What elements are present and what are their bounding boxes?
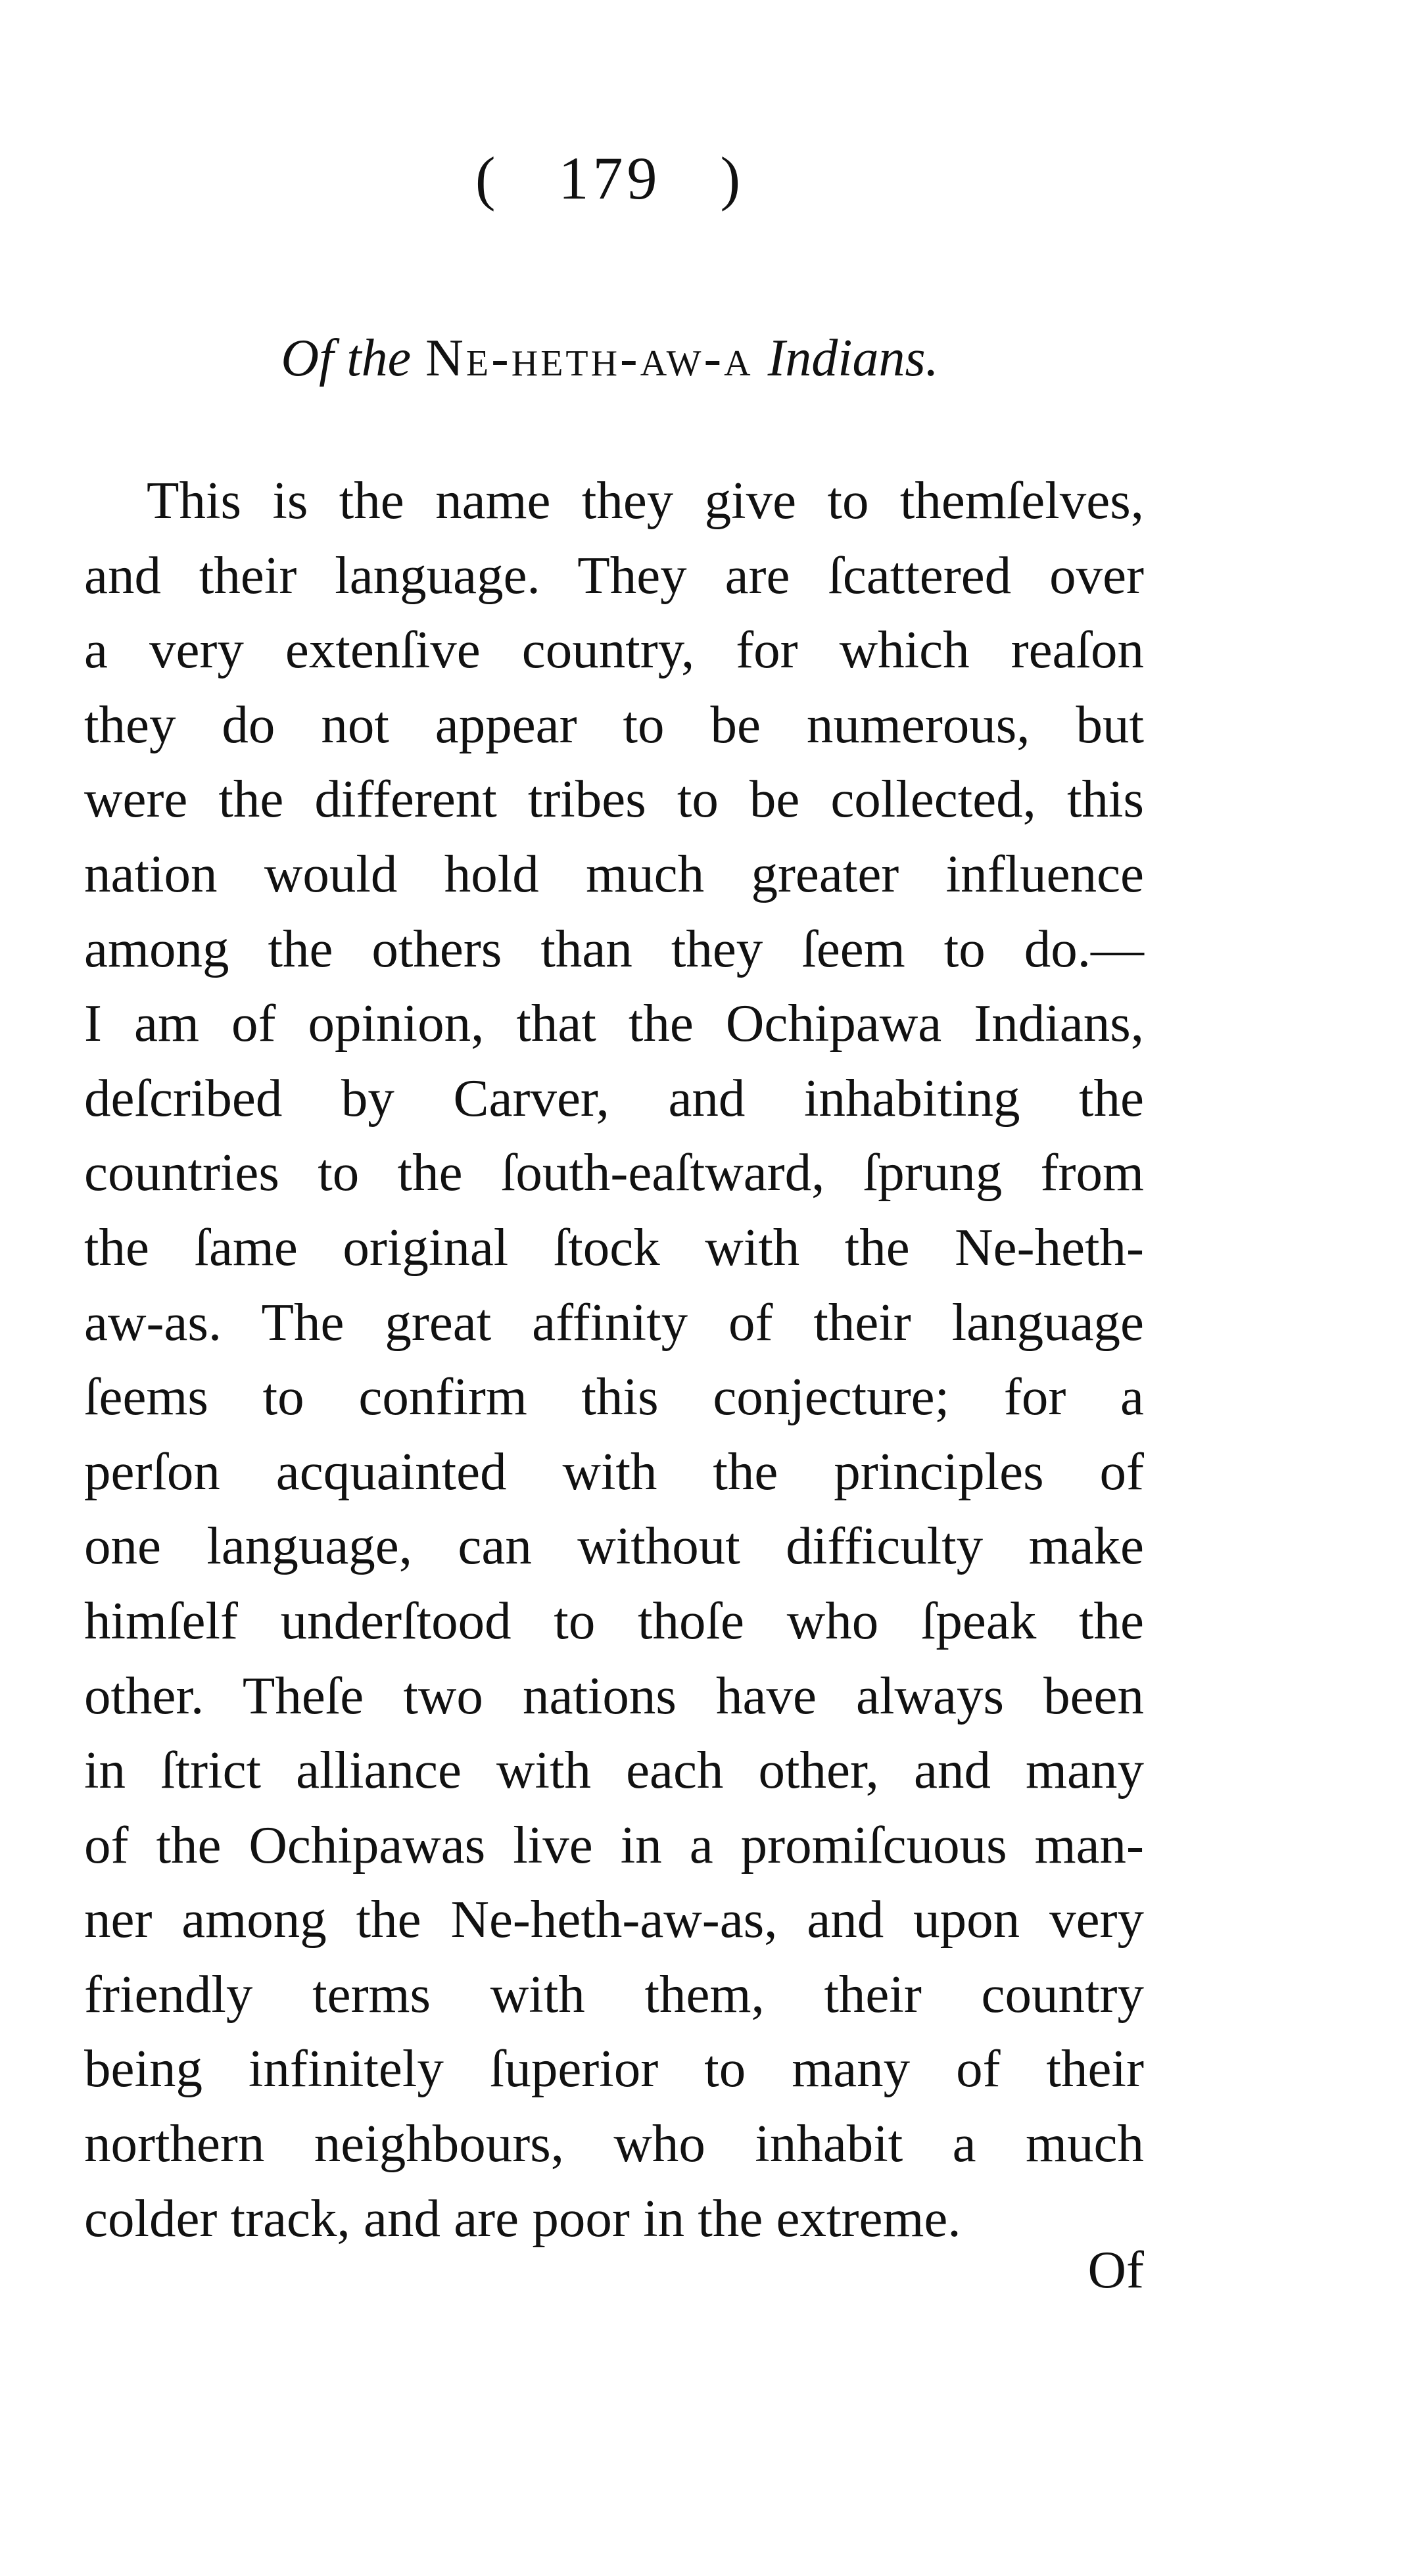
text-line: the ſame original ſtock with the Ne-heth- xyxy=(84,1217,1144,1277)
page-number-open-paren: ( xyxy=(475,145,500,212)
text-line: nation would hold much greater influence xyxy=(84,844,1144,903)
text-line: I am of opinion, that the Ochipawa Indians, xyxy=(84,993,1144,1053)
heading-suffix: Indians. xyxy=(767,329,939,387)
text-line: other. Theſe two nations have always been xyxy=(84,1665,1144,1725)
text-line: of the Ochipawas live in a promiſcuous man- xyxy=(84,1815,1144,1874)
text-line: This is the name they give to themſelves, xyxy=(147,471,1144,530)
text-line: perſon acquainted with the principles of xyxy=(84,1441,1144,1501)
heading-prefix: Of the xyxy=(281,329,412,387)
text-line: were the different tribes to be collected, this xyxy=(84,769,1144,829)
text-line: a very extenſive country, for which reaſon xyxy=(84,620,1144,680)
text-line: aw-as. The great affinity of their language xyxy=(84,1292,1144,1352)
text-line: they do not appear to be numerous, but xyxy=(84,694,1144,754)
text-line: countries to the ſouth-eaſtward, ſprung from xyxy=(84,1143,1144,1203)
page-number xyxy=(0,145,1220,212)
catchword: Of xyxy=(1087,2240,1144,2299)
text-line: ner among the Ne-heth-aw-as, and upon very xyxy=(84,1890,1144,1949)
text-line: northern neighbours, who inhabit a much xyxy=(84,2114,1144,2174)
text-line: deſcribed by Carver, and inhabiting the xyxy=(84,1068,1144,1128)
text-line: ſeems to confirm this conjecture; for a xyxy=(84,1367,1144,1427)
text-line: colder track, and are poor in the extreme. xyxy=(84,2188,961,2248)
text-line: among the others than they ſeem to do.— xyxy=(84,918,1144,978)
page-number-value: 179 xyxy=(558,145,661,212)
text-line: himſelf underſtood to thoſe who ſpeak the xyxy=(84,1590,1144,1650)
section-heading xyxy=(0,329,1220,387)
text-line: in ſtrict alliance with each other, and many xyxy=(84,1740,1144,1800)
heading-name: Ne-heth-aw-a xyxy=(425,329,753,387)
text-line: one language, can without difficulty make xyxy=(84,1516,1144,1576)
body-paragraph xyxy=(84,464,1144,2256)
text-line: being infinitely ſuperior to many of their xyxy=(84,2039,1144,2099)
text-line: friendly terms with them, their country xyxy=(84,1964,1144,2024)
text-line: and their language. They are ſcattered over xyxy=(84,545,1144,605)
page-number-close-paren: ) xyxy=(720,145,745,212)
